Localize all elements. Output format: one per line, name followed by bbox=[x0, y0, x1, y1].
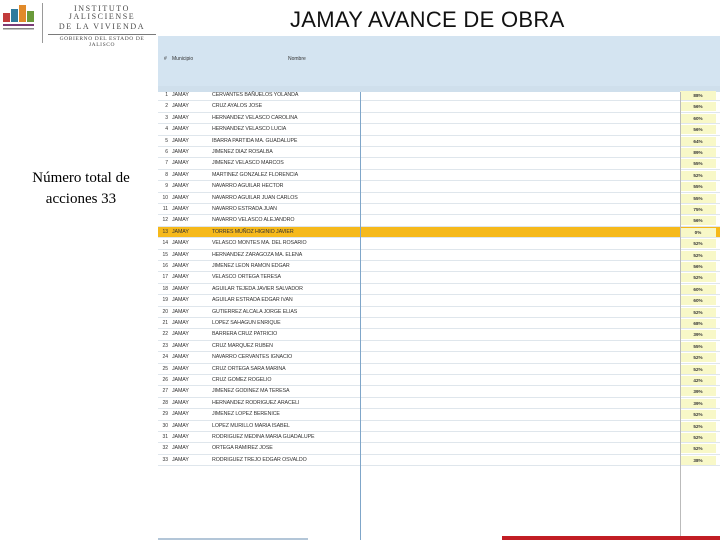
row-nombre: AGUILAR TEJEDA JAVIER SALVADOR bbox=[212, 285, 303, 292]
row-number: 33 bbox=[162, 456, 168, 463]
sheet-header bbox=[158, 36, 720, 86]
row-number: 5 bbox=[165, 137, 168, 144]
table-row bbox=[158, 329, 720, 340]
table-row bbox=[158, 193, 720, 204]
row-nombre: RODRIGUEZ MEDINA MARIA GUADALUPE bbox=[212, 434, 315, 440]
row-nombre: NAVARRO VELASCO ALEJANDRO bbox=[212, 217, 295, 224]
row-number: 15 bbox=[162, 251, 168, 258]
table-row bbox=[158, 307, 720, 318]
row-progress: 60% bbox=[680, 285, 716, 294]
row-nombre: GUTIERREZ ALCALA JORGE ELIAS bbox=[212, 308, 298, 315]
table-row bbox=[158, 113, 720, 124]
row-progress: 52% bbox=[680, 353, 716, 362]
row-progress: 52% bbox=[680, 410, 716, 419]
row-number: 21 bbox=[162, 320, 168, 326]
row-municipio: JAMAY bbox=[172, 137, 189, 144]
row-municipio: JAMAY bbox=[172, 228, 189, 235]
row-municipio: JAMAY bbox=[172, 411, 189, 418]
row-municipio: JAMAY bbox=[172, 206, 189, 212]
row-nombre: CRUZ AYALOS JOSE bbox=[212, 103, 263, 110]
row-municipio: JAMAY bbox=[172, 377, 189, 383]
row-nombre: NAVARRO AGUILAR JUAN CARLOS bbox=[212, 194, 298, 201]
org-rule bbox=[48, 34, 156, 35]
row-number: 26 bbox=[162, 377, 168, 383]
table-row bbox=[158, 341, 720, 352]
row-number: 14 bbox=[162, 240, 168, 247]
row-number: 19 bbox=[162, 297, 168, 304]
row-progress: 52% bbox=[680, 308, 716, 317]
header-col-no: # bbox=[164, 56, 167, 62]
row-municipio: JAMAY bbox=[172, 456, 189, 463]
row-number: 27 bbox=[162, 388, 168, 395]
row-progress: 38% bbox=[680, 456, 716, 465]
row-number: 28 bbox=[162, 399, 168, 406]
table-row bbox=[158, 443, 720, 454]
row-number: 2 bbox=[165, 103, 168, 110]
row-municipio: JAMAY bbox=[172, 92, 189, 98]
row-nombre: AGUILAR ESTRADA EDGAR IVAN bbox=[212, 297, 293, 304]
row-progress: 52% bbox=[680, 171, 716, 180]
total-actions-line1: Número total de bbox=[32, 170, 130, 186]
row-nombre: CRUZ MARQUEZ RUBEN bbox=[212, 342, 273, 349]
row-progress: 52% bbox=[680, 251, 716, 260]
table-row bbox=[158, 158, 720, 169]
row-progress: 75% bbox=[680, 205, 716, 214]
row-municipio: JAMAY bbox=[172, 240, 189, 247]
row-progress: 55% bbox=[680, 194, 716, 203]
progress-spreadsheet bbox=[158, 36, 720, 540]
table-row bbox=[158, 170, 720, 181]
column-divider bbox=[360, 92, 361, 540]
row-number: 10 bbox=[162, 194, 168, 201]
row-progress: 56% bbox=[680, 216, 716, 225]
row-number: 12 bbox=[162, 217, 168, 224]
row-nombre: CRUZ ORTEGA SARA MARINA bbox=[212, 365, 286, 372]
table-row bbox=[158, 136, 720, 147]
row-nombre: HERNANDEZ RODRIGUEZ ARACELI bbox=[212, 399, 300, 406]
row-nombre: VELASCO ORTEGA TERESA bbox=[212, 274, 281, 281]
row-nombre: HERNANDEZ VELASCO LUCIA bbox=[212, 126, 287, 133]
table-row bbox=[158, 238, 720, 249]
table-row bbox=[158, 215, 720, 226]
row-progress: 39% bbox=[680, 387, 716, 396]
total-actions-line2: acciones 33 bbox=[45, 191, 117, 207]
row-municipio: JAMAY bbox=[172, 331, 189, 338]
row-municipio: JAMAY bbox=[172, 388, 189, 395]
page-title: JAMAY AVANCE DE OBRA bbox=[290, 7, 565, 32]
row-nombre: ORTEGA RAMIREZ JOSE bbox=[212, 445, 273, 452]
org-line3: GOBIERNO DEL ESTADO DE JALISCO bbox=[59, 36, 145, 48]
table-row bbox=[158, 284, 720, 295]
row-nombre: LOPEZ SAHAGUN ENRIQUE bbox=[212, 320, 281, 326]
row-nombre: HERNANDEZ ZARAGOZA MA. ELENA bbox=[212, 251, 303, 258]
row-nombre: RODRIGUEZ TREJO EDGAR OSVALDO bbox=[212, 456, 307, 463]
row-nombre: IBARRA PARTIDA MA. GUADALUPE bbox=[212, 137, 298, 144]
table-row bbox=[158, 398, 720, 409]
row-number: 1 bbox=[165, 92, 168, 98]
row-number: 25 bbox=[162, 365, 168, 372]
row-progress: 52% bbox=[680, 433, 716, 442]
row-progress: 64% bbox=[680, 137, 716, 146]
row-number: 20 bbox=[162, 308, 168, 315]
row-progress: 39% bbox=[680, 330, 716, 339]
table-row bbox=[158, 409, 720, 420]
row-progress: 0% bbox=[680, 228, 716, 237]
row-nombre: JIMENEZ DIAZ ROSALBA bbox=[212, 149, 273, 155]
row-number: 6 bbox=[165, 149, 168, 155]
bottom-bar-red bbox=[502, 536, 720, 540]
table-row bbox=[158, 227, 720, 238]
row-progress: 42% bbox=[680, 376, 716, 385]
row-progress: 52% bbox=[680, 273, 716, 282]
row-municipio: JAMAY bbox=[172, 297, 189, 304]
row-number: 30 bbox=[162, 422, 168, 429]
row-municipio: JAMAY bbox=[172, 445, 189, 452]
row-municipio: JAMAY bbox=[172, 126, 189, 133]
row-municipio: JAMAY bbox=[172, 274, 189, 281]
row-municipio: JAMAY bbox=[172, 354, 189, 361]
row-progress: 52% bbox=[680, 239, 716, 248]
logo-separator bbox=[42, 3, 43, 43]
header-col-nombre: Nombre bbox=[288, 56, 306, 62]
row-nombre: MARTINEZ GONZALEZ FLORENCIA bbox=[212, 171, 299, 178]
progress-divider bbox=[680, 92, 681, 540]
header-col-municipio: Municipio bbox=[172, 56, 194, 62]
table-row bbox=[158, 318, 720, 329]
row-municipio: JAMAY bbox=[172, 149, 189, 155]
row-progress: 56% bbox=[680, 102, 716, 111]
row-progress: 39% bbox=[680, 399, 716, 408]
row-number: 4 bbox=[165, 126, 168, 133]
row-municipio: JAMAY bbox=[172, 171, 189, 178]
table-row bbox=[158, 101, 720, 112]
row-nombre: BARRERA CRUZ PATRICIO bbox=[212, 331, 278, 338]
row-municipio: JAMAY bbox=[172, 251, 189, 258]
table-row bbox=[158, 295, 720, 306]
row-municipio: JAMAY bbox=[172, 263, 189, 269]
row-progress: 88% bbox=[680, 91, 716, 100]
row-number: 31 bbox=[162, 434, 168, 440]
row-nombre: JIMENEZ LEON RAMON EDGAR bbox=[212, 263, 290, 269]
row-number: 11 bbox=[162, 206, 168, 212]
row-progress: 56% bbox=[680, 125, 716, 134]
row-number: 9 bbox=[165, 183, 168, 190]
table-row bbox=[158, 375, 720, 386]
table-row bbox=[158, 421, 720, 432]
row-number: 8 bbox=[165, 171, 168, 178]
row-nombre: NAVARRO CERVANTES IGNACIO bbox=[212, 354, 293, 361]
table-row bbox=[158, 147, 720, 158]
row-number: 32 bbox=[162, 445, 168, 452]
table-row bbox=[158, 261, 720, 272]
row-number: 22 bbox=[162, 331, 168, 338]
row-progress: 52% bbox=[680, 422, 716, 431]
row-municipio: JAMAY bbox=[172, 183, 189, 190]
row-municipio: JAMAY bbox=[172, 342, 189, 349]
table-row bbox=[158, 364, 720, 375]
row-progress: 56% bbox=[680, 262, 716, 271]
table-row bbox=[158, 124, 720, 135]
table-row bbox=[158, 90, 720, 101]
row-nombre: TORRES MUÑOZ HIGINIO JAVIER bbox=[212, 228, 294, 235]
row-number: 18 bbox=[162, 285, 168, 292]
row-municipio: JAMAY bbox=[172, 194, 189, 201]
row-number: 7 bbox=[165, 160, 168, 167]
row-municipio: JAMAY bbox=[172, 422, 189, 429]
row-progress: 52% bbox=[680, 365, 716, 374]
row-nombre: CERVANTES BAÑUELOS YOLANDA bbox=[212, 92, 299, 98]
institution-logo bbox=[2, 3, 157, 48]
row-progress: 60% bbox=[680, 114, 716, 123]
row-progress: 52% bbox=[680, 444, 716, 453]
row-municipio: JAMAY bbox=[172, 285, 189, 292]
row-nombre: LOPEZ MURILLO MARIA ISABEL bbox=[212, 422, 290, 429]
row-municipio: JAMAY bbox=[172, 103, 189, 110]
table-row bbox=[158, 181, 720, 192]
row-number: 23 bbox=[162, 342, 168, 349]
row-municipio: JAMAY bbox=[172, 308, 189, 315]
row-nombre: JIMENEZ VELASCO MARCOS bbox=[212, 160, 284, 167]
row-number: 13 bbox=[162, 228, 168, 235]
table-row bbox=[158, 352, 720, 363]
org-line1: INSTITUTO JALISCIENSE bbox=[68, 4, 136, 21]
row-municipio: JAMAY bbox=[172, 365, 189, 372]
row-municipio: JAMAY bbox=[172, 160, 189, 167]
row-progress: 60% bbox=[680, 296, 716, 305]
row-municipio: JAMAY bbox=[172, 217, 189, 224]
row-municipio: JAMAY bbox=[172, 114, 189, 121]
institution-name bbox=[48, 5, 156, 48]
row-number: 17 bbox=[162, 274, 168, 281]
org-line2: DE LA VIVIENDA bbox=[58, 22, 146, 31]
table-row bbox=[158, 250, 720, 261]
row-municipio: JAMAY bbox=[172, 320, 189, 326]
total-actions-note bbox=[18, 168, 144, 210]
row-municipio: JAMAY bbox=[172, 434, 189, 440]
row-number: 16 bbox=[162, 263, 168, 269]
table-row bbox=[158, 386, 720, 397]
row-number: 3 bbox=[165, 114, 168, 121]
row-nombre: NAVARRO ESTRADA JUAN bbox=[212, 206, 277, 212]
row-progress: 55% bbox=[680, 342, 716, 351]
table-row bbox=[158, 455, 720, 466]
house-logo-icon bbox=[2, 3, 36, 35]
row-progress: 89% bbox=[680, 148, 716, 157]
row-municipio: JAMAY bbox=[172, 399, 189, 406]
row-number: 24 bbox=[162, 354, 168, 361]
row-nombre: HERNANDEZ VELASCO CAROLINA bbox=[212, 114, 298, 121]
table-row bbox=[158, 272, 720, 283]
row-nombre: VELASCO MONTES MA. DEL ROSARIO bbox=[212, 240, 307, 247]
row-progress: 68% bbox=[680, 319, 716, 328]
row-nombre: NAVARRO AGUILAR HECTOR bbox=[212, 183, 284, 190]
row-progress: 55% bbox=[680, 159, 716, 168]
table-row bbox=[158, 204, 720, 215]
row-nombre: JIMENEZ GODINEZ MA TERESA bbox=[212, 388, 290, 395]
row-progress: 55% bbox=[680, 182, 716, 191]
table-row bbox=[158, 432, 720, 443]
row-number: 29 bbox=[162, 411, 168, 418]
row-nombre: JIMENEZ LOPEZ BERENICE bbox=[212, 411, 280, 418]
row-nombre: CRUZ GOMEZ ROGELIO bbox=[212, 377, 272, 383]
